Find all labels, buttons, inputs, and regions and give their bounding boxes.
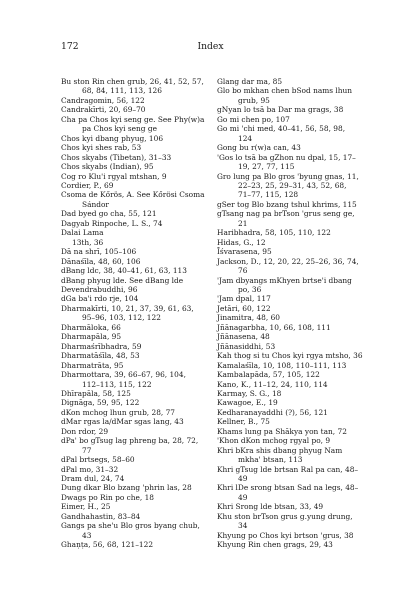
index-entry-heading: Khams lung pa Shākya yon tan, 72 <box>217 426 347 436</box>
index-entry-continuation: 77 <box>82 445 92 455</box>
index-entry-heading: Dignāga, 59, 95, 122 <box>61 398 140 408</box>
index-entry-heading: Kellner, B., 75 <box>217 417 270 427</box>
index-entry-heading: dGa ba'i rdo rje, 104 <box>61 294 139 304</box>
index-entry-continuation: 112–113, 115, 122 <box>82 379 152 389</box>
index-entry <box>217 257 365 276</box>
index-entry <box>217 200 365 209</box>
index-entry-heading: Dā na shrī, 105–106 <box>61 247 137 257</box>
index-entry-heading: Dharmaśrībhadra, 59 <box>61 341 142 351</box>
index-entry <box>61 493 211 502</box>
index-entry-heading: Haribhadra, 58, 105, 110, 122 <box>217 228 331 238</box>
index-column-right <box>217 77 365 550</box>
index-entry <box>61 417 211 426</box>
index-entry-heading: gTsang nag pa brTson 'grus seng ge, <box>217 209 355 219</box>
index-entry-heading: Jñānasena, 48 <box>217 332 270 342</box>
index-entry <box>61 351 211 360</box>
index-entry <box>61 540 211 549</box>
index-entry <box>217 238 365 247</box>
index-entry <box>61 342 211 351</box>
index-entry <box>217 483 365 502</box>
index-entry-heading: Khri lDe srong btsan Sad na legs, 48– <box>217 483 359 493</box>
index-column-left <box>61 77 211 550</box>
index-entry-heading: Dhīrapāla, 58, 125 <box>61 388 131 398</box>
index-entry-heading: Dad byed go cha, 55, 121 <box>61 209 157 219</box>
index-entry-heading: Dharmakīrti, 10, 21, 37, 39, 61, 63, <box>61 303 194 313</box>
index-entry-heading: Khri bKra shis dbang phyug Nam <box>217 445 343 455</box>
index-entry <box>217 370 365 379</box>
index-entry-heading: Dwags po Rin po che, 18 <box>61 492 155 502</box>
index-entry <box>217 276 365 295</box>
index-entry <box>61 77 211 96</box>
index-entry-heading: Dharmāloka, 66 <box>61 322 121 332</box>
index-entry-heading: dKon mchog lhun grub, 28, 77 <box>61 407 176 417</box>
index-entry-continuation: 49 <box>238 474 248 484</box>
index-entry <box>61 285 211 294</box>
index-entry-heading: Kah thog si tu Chos kyi rgya mtsho, 36 <box>217 351 363 361</box>
index-entry-heading: Kamalaśīla, 10, 108, 110–111, 113 <box>217 360 347 370</box>
index-entry-heading: Bu ston Rin chen grub, 26, 41, 52, 57, <box>61 77 204 86</box>
index-entry <box>217 143 365 152</box>
index-entry-heading: Jackson, D., 12, 20, 22, 25–26, 36, 74, <box>217 256 359 266</box>
index-entry <box>61 304 211 323</box>
index-entry-heading: 13th, 36 <box>72 237 104 247</box>
index-entry-heading: Dharmatāśīla, 48, 53 <box>61 351 140 361</box>
index-entry-continuation: 68, 84, 111, 113, 126 <box>82 86 162 96</box>
index-entry-heading: Gangs pa she'u Blo gros byang chub, <box>61 521 200 531</box>
index-entry-heading: Glang dar ma, 85 <box>217 77 283 86</box>
index-entry <box>217 408 365 417</box>
index-entry <box>61 502 211 511</box>
index-entry <box>217 313 365 322</box>
index-entry-heading: 'Jam dpal, 117 <box>217 294 271 304</box>
index-entry-continuation: grub, 95 <box>238 95 270 105</box>
index-entry <box>217 540 365 549</box>
index-entry <box>61 190 211 209</box>
index-entry-heading: Chos kyi shes rab, 53 <box>61 143 142 153</box>
running-head: Index <box>197 41 224 52</box>
index-entry-heading: 'Khon dKon mchog rgyal po, 9 <box>217 436 331 446</box>
index-entry <box>61 228 211 237</box>
index-entry-continuation: 71–77, 115, 128 <box>238 190 299 200</box>
index-entry-heading: Hidas, G., 12 <box>217 237 266 247</box>
index-entry <box>61 247 211 256</box>
index-entry <box>61 143 211 152</box>
index-entry-heading: Don rdor, 29 <box>61 426 109 436</box>
index-entry <box>217 427 365 436</box>
index-entry <box>217 124 365 143</box>
index-entry-heading: Dharmottara, 39, 66–67, 96, 104, <box>61 370 186 380</box>
index-entry <box>217 417 365 426</box>
index-entry <box>61 465 211 474</box>
index-entry <box>217 105 365 114</box>
index-entry <box>217 398 365 407</box>
index-entry-heading: Khyung po Chos kyi brtson 'grus, 38 <box>217 530 354 540</box>
index-entry-heading: Candrakīrti, 20, 69–70 <box>61 105 146 115</box>
index-entry-continuation: Sándor <box>82 199 109 209</box>
index-entry <box>217 380 365 389</box>
page-header <box>61 41 360 53</box>
index-entry <box>61 134 211 143</box>
index-entry <box>61 332 211 341</box>
page-number: 172 <box>61 41 79 52</box>
index-entry-heading: Dram dul, 24, 74 <box>61 474 125 484</box>
index-entry-heading: Csoma de Kőrös, A. See Kőrösi Csoma <box>61 190 205 200</box>
index-entry-heading: dBang ldc, 38, 40–41, 61, 63, 113 <box>61 266 187 276</box>
index-entry-continuation: 34 <box>238 521 248 531</box>
index-entry-heading: gSer tog Blo bzang tshul khrims, 115 <box>217 199 357 209</box>
index-entry <box>217 304 365 313</box>
index-entry-heading: Gandhahastin, 83–84 <box>61 511 141 521</box>
index-entry-heading: Khyung Rin chen grags, 29, 43 <box>217 540 333 550</box>
index-entry-heading: Glo bo mkhan chen bSod nams lhun <box>217 86 353 96</box>
index-entry <box>217 446 365 465</box>
index-entry-heading: Dharmatrāta, 95 <box>61 360 124 370</box>
index-entry <box>61 276 211 285</box>
index-entry <box>217 531 365 540</box>
index-entry-continuation: 21 <box>238 218 248 228</box>
index-entry <box>217 323 365 332</box>
index-entry-heading: Chos skyabs (Indian), 95 <box>61 162 154 172</box>
index-entry <box>61 427 211 436</box>
index-entry <box>217 172 365 200</box>
index-entry-continuation: mkha' btsan, 113 <box>238 455 303 465</box>
index-entry <box>61 455 211 464</box>
index-entry <box>61 162 211 171</box>
index-entry-heading: Cordier, P., 69 <box>61 180 114 190</box>
index-entry-continuation: po, 36 <box>238 284 262 294</box>
index-entry <box>61 153 211 162</box>
index-entry-heading: dPal mo, 31–32 <box>61 464 119 474</box>
index-entry <box>61 115 211 134</box>
index-entry-continuation: 76 <box>238 266 248 276</box>
index-entry-heading: Gro lung pa Blo gros 'byung gnas, 11, <box>217 171 359 181</box>
index-entry-heading: Candragomin, 56, 122 <box>61 95 145 105</box>
index-entry-heading: dPal brtsegs, 58–60 <box>61 455 135 465</box>
index-entry <box>217 389 365 398</box>
index-entry-heading: Jetāri, 60, 122 <box>217 303 271 313</box>
index-entry <box>217 153 365 172</box>
index-entry-heading: Dalai Lama <box>61 228 104 238</box>
index-entry-heading: Dharmapāla, 95 <box>61 332 122 342</box>
index-entry <box>217 247 365 256</box>
index-entry-heading: Dung dkar Blo bzang 'phrin las, 28 <box>61 483 192 493</box>
index-entry-continuation: pa Chos kyi seng ge <box>82 124 157 134</box>
index-entry-heading: Khri Srong lde btsan, 33, 49 <box>217 502 324 512</box>
index-entry <box>61 294 211 303</box>
index-entry-continuation: 22–23, 25, 29–31, 43, 52, 68, <box>238 180 347 190</box>
index-entry-heading: Eimer, H., 25 <box>61 502 111 512</box>
index-entry <box>61 512 211 521</box>
index-entry-heading: Dānaśīla, 48, 60, 106 <box>61 256 141 266</box>
index-entry-heading: Cog ro Klu'i rgyal mtshan, 9 <box>61 171 167 181</box>
index-entry-heading: Cha pa Chos kyi seng ge. See Phy(w)a <box>61 114 205 124</box>
index-entry <box>217 436 365 445</box>
index-entry-continuation: 19, 27, 77, 115 <box>238 162 295 172</box>
index-entry-heading: Khu ston brTson grus g.yung drung, <box>217 511 353 521</box>
index-entry-heading: Kedharanayaddhi (?), 56, 121 <box>217 407 328 417</box>
index-entry <box>61 398 211 407</box>
index-entry-heading: Gong bu r(w)a can, 43 <box>217 143 301 153</box>
index-entry <box>217 294 365 303</box>
index-entry <box>61 181 211 190</box>
index-entry <box>61 172 211 181</box>
index-entry-heading: dPa' bo gTsug lag phreng ba, 28, 72, <box>61 436 199 446</box>
index-entry <box>61 474 211 483</box>
index-entry-heading: Dagyab Rinpoche, L. S., 74 <box>61 218 163 228</box>
index-entry <box>61 219 211 228</box>
index-entry <box>217 209 365 228</box>
index-entry-heading: Karmay, S. G., 18 <box>217 388 282 398</box>
index-entry <box>61 436 211 455</box>
index-entry-heading: gNyan lo tsā ba Dar ma grags, 38 <box>217 105 344 115</box>
index-entry <box>61 408 211 417</box>
index-entry <box>217 502 365 511</box>
index-entry <box>61 96 211 105</box>
index-entry <box>61 370 211 389</box>
index-entry <box>217 77 365 86</box>
index-entry <box>61 389 211 398</box>
index-entry-continuation: 124 <box>238 133 253 143</box>
index-entry-heading: Jñānagarbha, 10, 66, 108, 111 <box>217 322 331 332</box>
index-entry <box>217 361 365 370</box>
index-entry <box>217 512 365 531</box>
index-entry-heading: Kambalapāda, 57, 105, 122 <box>217 370 320 380</box>
index-entry-heading: Chos kyi dbang phyug, 106 <box>61 133 164 143</box>
index-entry <box>61 361 211 370</box>
index-entry <box>217 228 365 237</box>
index-entry <box>61 209 211 218</box>
index-entry-heading: 'Gos lo tsā ba gZhon nu dpal, 15, 17– <box>217 152 356 162</box>
index-entry-continuation: 95–96, 103, 112, 122 <box>82 313 161 323</box>
index-entry-heading: Kawagoe, E., 19 <box>217 398 278 408</box>
index-entry <box>217 115 365 124</box>
index-entry-heading: Ghaṇṭa, 56, 68, 121–122 <box>61 540 154 550</box>
index-entry-continuation: 49 <box>238 492 248 502</box>
index-entry <box>61 483 211 492</box>
index-entry-heading: dBang phyug lde. See dBang lde <box>61 275 184 285</box>
index-entry-heading: Īśvarasena, 95 <box>217 247 272 257</box>
index-entry <box>217 465 365 484</box>
index-entry <box>61 105 211 114</box>
index-entry-heading: Go mi 'chi med, 40–41, 56, 58, 98, <box>217 124 346 134</box>
index-entry-heading: Devendrabuddhi, 96 <box>61 284 138 294</box>
index-entry-heading: 'Jam dbyangs mKhyen brtse'i dbang <box>217 275 352 285</box>
index-entry-heading: dMar rgas la/dMar sgas lang, 43 <box>61 417 184 427</box>
index-entry <box>61 521 211 540</box>
index-entry-continuation: 43 <box>82 530 92 540</box>
index-entry-heading: Chos skyabs (Tibetan), 31–33 <box>61 152 172 162</box>
index-entry <box>217 86 365 105</box>
index-entry-heading: Go mi chen po, 107 <box>217 114 290 124</box>
index-entry-heading: Jñānasiddhi, 53 <box>217 341 276 351</box>
index-entry-heading: Jinamitra, 48, 60 <box>217 313 280 323</box>
index-entry <box>61 323 211 332</box>
index-entry <box>61 257 211 266</box>
index-entry <box>217 351 365 360</box>
index-entry <box>61 238 211 247</box>
index-entry-heading: Kano, K., 11–12, 24, 110, 114 <box>217 379 328 389</box>
index-entry <box>217 332 365 341</box>
index-entry <box>217 342 365 351</box>
index-entry-heading: Khri gTsug lde brtsan Ral pa can, 48– <box>217 464 359 474</box>
index-entry <box>61 266 211 275</box>
